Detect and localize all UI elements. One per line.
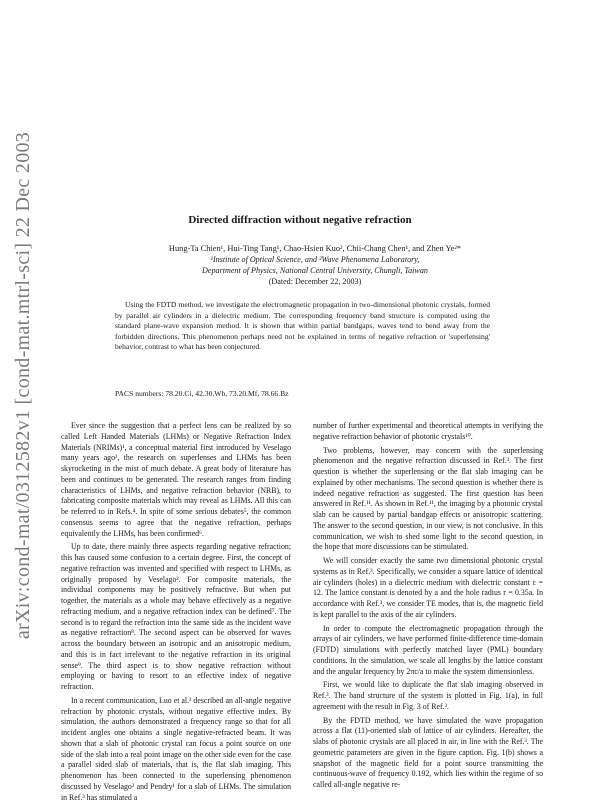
paragraph: In order to compute the electromagnetic propagation through the arrays of air cylinders, we have performed finite-difference time-domain (FDTD) simulations with perfectly matched layer (PML) boundary conditions. In the simulation, we scale all lengths by the lattice constant and the angular frequency by 2πc/a to make the system dimensionless.: [313, 623, 543, 676]
left-column: [61, 421, 291, 806]
paragraph: We will consider exactly the same two dimensional photonic crystal systems as in Ref.³. Specifically, we consider a square lattice of identical air cylinders (holes) in a dielectric medium with dielectric constant ε = 12. The lattice constant is denoted by a and the hole radius r = 0.35a. In accordance with Ref.³, we consider TE modes, that is, the magnetic field is kept parallel to the axis of the air cylinders.: [313, 556, 543, 619]
paper-title: Directed diffraction without negative refraction: [188, 214, 412, 226]
date-line: (Dated: December 22, 2003): [268, 277, 362, 286]
right-column: [313, 421, 543, 794]
paragraph: Two problems, however, may concern with the superlensing phenomenon and the negative refraction discussed in Ref.³. The first question is whether the superlensing or the flat slab imaging can be explained by other mechanisms. The second question is whether there is indeed negative refraction as suggested. The first question has been answered in Ref.¹¹. As shown in Ref.¹¹, the imaging by a photonic crystal slab can be caused by partial bandgap effects or anisotropic scattering. The answer to the second question, in our view, is not conclusive. In this communication, we wish to shed some light to the second question, in the hope that more discussions can be stimulated.: [313, 445, 543, 552]
paragraph: By the FDTD method, we have simulated the wave propagation across a flat (11)-oriented slab of lattice of air cylinders. Hereafter, the slabs of photonic crystals are all placed in air, in line with the Ref.³. The geometric parameters are given in the figure caption. Fig. 1(b) shows a snapshot of the magnetic field for a point source transmitting the continuous-wave of frequency 0.192, which lies within the regime of so called all-angle negative re-: [313, 715, 543, 789]
pacs-numbers: PACS numbers: 78.20.Ci, 42.30.Wb, 73.20.Mf, 78.66.Bz: [115, 389, 289, 398]
paragraph: Up to date, there mainly three aspects regarding negative refraction; this has caused some confusion to a certain degree. First, the concept of negative refraction was invented and specified with respect to LHMs, as originally proposed by Veselago². For composite materials, the individual components may be positively refractive. But when put together, the materials as a whole may behave effectively as a negative refracting medium, and a negative refraction index can be defined⁷. The second is to regard the refraction into the same side as the incident wave as negative refraction⁸. The second aspect can be observed for waves across the boundary between an isotropic and an anisotropic medium, and this is in fact irrelevant to the negative refraction in its original sense⁹. The third aspect is to show negative refraction without employing or having to resort to an effective index of negative refraction.: [61, 542, 291, 691]
paragraph: Ever since the suggestion that a perfect lens can be realized by so called Left Handed Materials (LHMs) or Negative Refraction Index Materials (NRIMs)¹, a conceptual material first introduced by Veselago many years ago², the research on superlenses and LHMs has been skyrocketing in the mist of much debate. A great body of literature has been and continues to be generated. The research ranges from finding characteristics of LHMs, and negative refraction behavior (NRB), to fabricating composite materials which may reveal as LHMs. All this can be referred to in Refs.⁴. In spite of some serious debates⁵, the common consensus seems to agree that the negative refraction, perhaps equivalently the LHMs, has been confirmed⁶.: [61, 421, 291, 538]
paragraph: First, we would like to duplicate the flat slab imaging observed in Ref.³. The band structure of the system is plotted in Fig. 1(a), in full agreement with the result in Fig. 3 of Ref.³.: [313, 680, 543, 711]
paragraph: In a recent communication, Luo et al.³ described an all-angle negative refraction by photonic crystals, without negative effective index. By simulation, the authors demonstrated a frequency range so that for all incident angles one obtains a single negative-refracted beam. It was shown that a slab of photonic crystal can focus a point source on one side of the slab into a real point image on the other side even for the case a parallel sided slab of materials, that is, the flat slab imaging. This phenomenon has been connected to the superlensing phenomenon discussed by Veselago² and Pendry¹ for a slab of LHMs. The simulation in Ref.³ has stimulated a: [61, 695, 291, 802]
affiliation-line-1: ¹Institute of Optical Science, and ²Wave Phenomena Laboratory,: [210, 255, 420, 264]
author-list: Hung-Ta Chien¹, Hui-Ting Tang¹, Chao-Hsien Kuo², Chii-Chang Chen¹, and Zhen Ye²*: [168, 244, 462, 253]
arxiv-identifier-text: arXiv:cond-mat/0312582v1 [cond-mat.mtrl-sci] 22 Dec 2003: [12, 131, 35, 639]
affiliation-line-2: Department of Physics, National Central University, Chungli, Taiwan: [202, 266, 428, 275]
author-block: [80, 243, 550, 287]
abstract: Using the FDTD method, we investigate the electromagnetic propagation in two-dimensional photonic crystals, formed by parallel air cylinders in a dielectric medium. The corresponding frequency band structure is computed using the standard plane-wave expansion method. It is shown that within partial bandgaps, waves tend to bend away from the forbidden directions. This phenomenon perhaps need not be explained in terms of negative refraction or 'superlensing' behavior, contrast to what has been conjectured.: [115, 300, 490, 352]
paragraph-continuation: number of further experimental and theoretical attempts in verifying the negative refraction behavior of photonic crystals¹⁰.: [313, 421, 543, 441]
